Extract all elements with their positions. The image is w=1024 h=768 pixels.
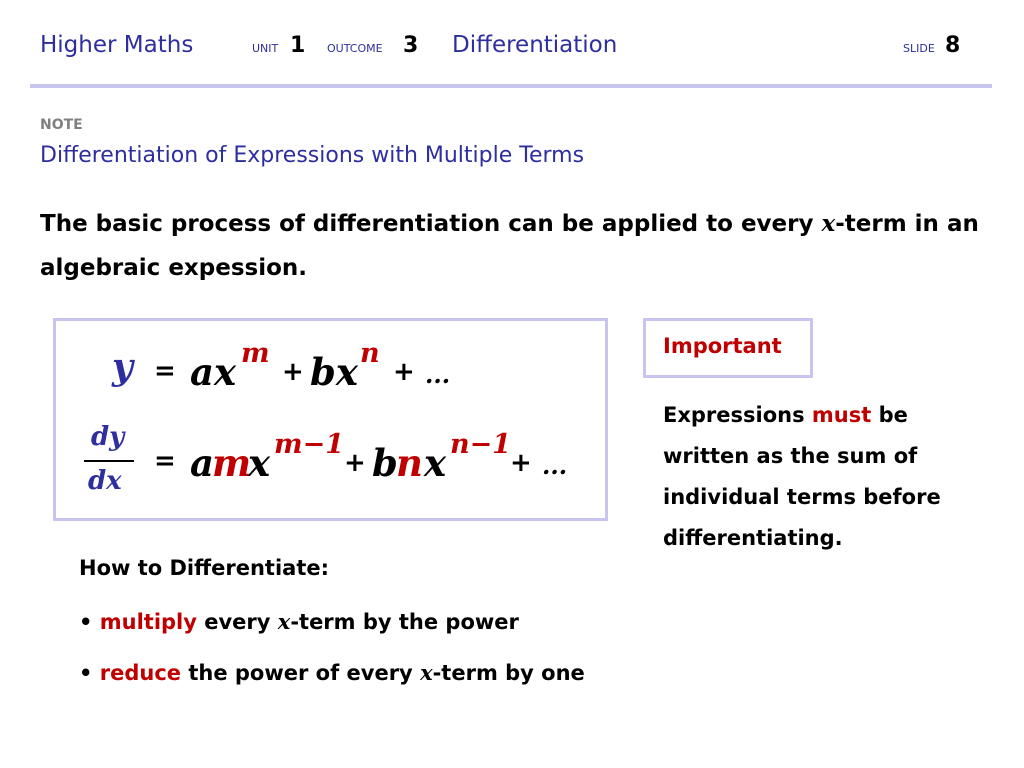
- list-item-multiply: [79, 609, 519, 634]
- formula-row2-a: a: [190, 441, 214, 485]
- bullet-glyph: •: [79, 661, 93, 685]
- formula-row1-term1-exponent: m: [241, 338, 270, 369]
- formula-row1-plus1: +: [282, 357, 304, 387]
- outcome-label: OUTCOME: [327, 42, 383, 55]
- fraction-bar: [84, 460, 134, 462]
- formula-row2-m: m: [212, 441, 252, 485]
- outcome-number: 3: [403, 33, 419, 58]
- note-title: Differentiation of Expressions with Multiple Terms: [40, 143, 585, 168]
- intro-paragraph: [40, 202, 980, 290]
- bullet-text-before: the power of every: [181, 661, 421, 685]
- intro-text-after: -term in an algebraic expession.: [40, 211, 979, 281]
- list-item-reduce: [79, 660, 585, 685]
- formula-dy: dy: [91, 422, 125, 452]
- important-title: Important: [663, 334, 782, 358]
- slide-number: 8: [945, 33, 961, 58]
- formula-row1-term2-base: bx: [310, 350, 358, 394]
- bullet-text-after: -term by one: [432, 661, 585, 685]
- header-divider: [30, 84, 992, 88]
- unit-number: 1: [290, 33, 306, 58]
- formula-box: [53, 318, 608, 521]
- formula-row1-term1-base: ax: [190, 350, 237, 394]
- formula-row2-plus1: +: [344, 448, 366, 478]
- note-label: NOTE: [40, 117, 83, 133]
- formula-row2-n: n: [396, 441, 423, 485]
- formula-row2-term1-exponent: m−1: [274, 429, 344, 460]
- bullet-variable: x: [420, 660, 433, 685]
- important-text-after: be written as the sum of individual terms before differentiating.: [663, 403, 941, 550]
- bullet-keyword-reduce: reduce: [99, 661, 182, 685]
- formula-dx: dx: [88, 466, 122, 496]
- formula-row2-x1: x: [248, 441, 271, 485]
- formula-row2-term2-exponent: n−1: [450, 429, 512, 460]
- formula-row2-ellipsis: ...: [542, 451, 568, 480]
- formula-row1-equals: =: [154, 356, 176, 386]
- formula-row2-equals: =: [154, 446, 176, 476]
- intro-text-before: The basic process of differentiation can be applied to every: [40, 211, 822, 237]
- bullet-keyword-multiply: multiply: [99, 610, 197, 634]
- formula-row1-term2-exponent: n: [360, 338, 380, 369]
- bullet-variable: x: [277, 609, 291, 634]
- intro-variable: x: [821, 210, 836, 237]
- important-emphasis: must: [811, 403, 872, 427]
- important-text-before: Expressions: [663, 403, 812, 427]
- formula-row2-b: b: [372, 441, 398, 485]
- bullet-text-after: -term by the power: [290, 610, 519, 634]
- slide-label: SLIDE: [903, 42, 935, 55]
- important-body: [663, 395, 993, 559]
- topic-title: Differentiation: [452, 32, 618, 58]
- formula-row1-plus2: +: [393, 357, 415, 387]
- formula-y: y: [112, 346, 133, 388]
- formula-row1-ellipsis: ...: [425, 360, 451, 389]
- bullet-text-before: every: [196, 610, 278, 634]
- howto-heading: How to Differentiate:: [79, 556, 330, 580]
- formula-row2-plus2: +: [510, 448, 532, 478]
- unit-label: UNIT: [252, 42, 279, 55]
- bullet-glyph: •: [79, 610, 93, 634]
- formula-row2-x2: x: [424, 441, 447, 485]
- course-title: Higher Maths: [40, 32, 194, 58]
